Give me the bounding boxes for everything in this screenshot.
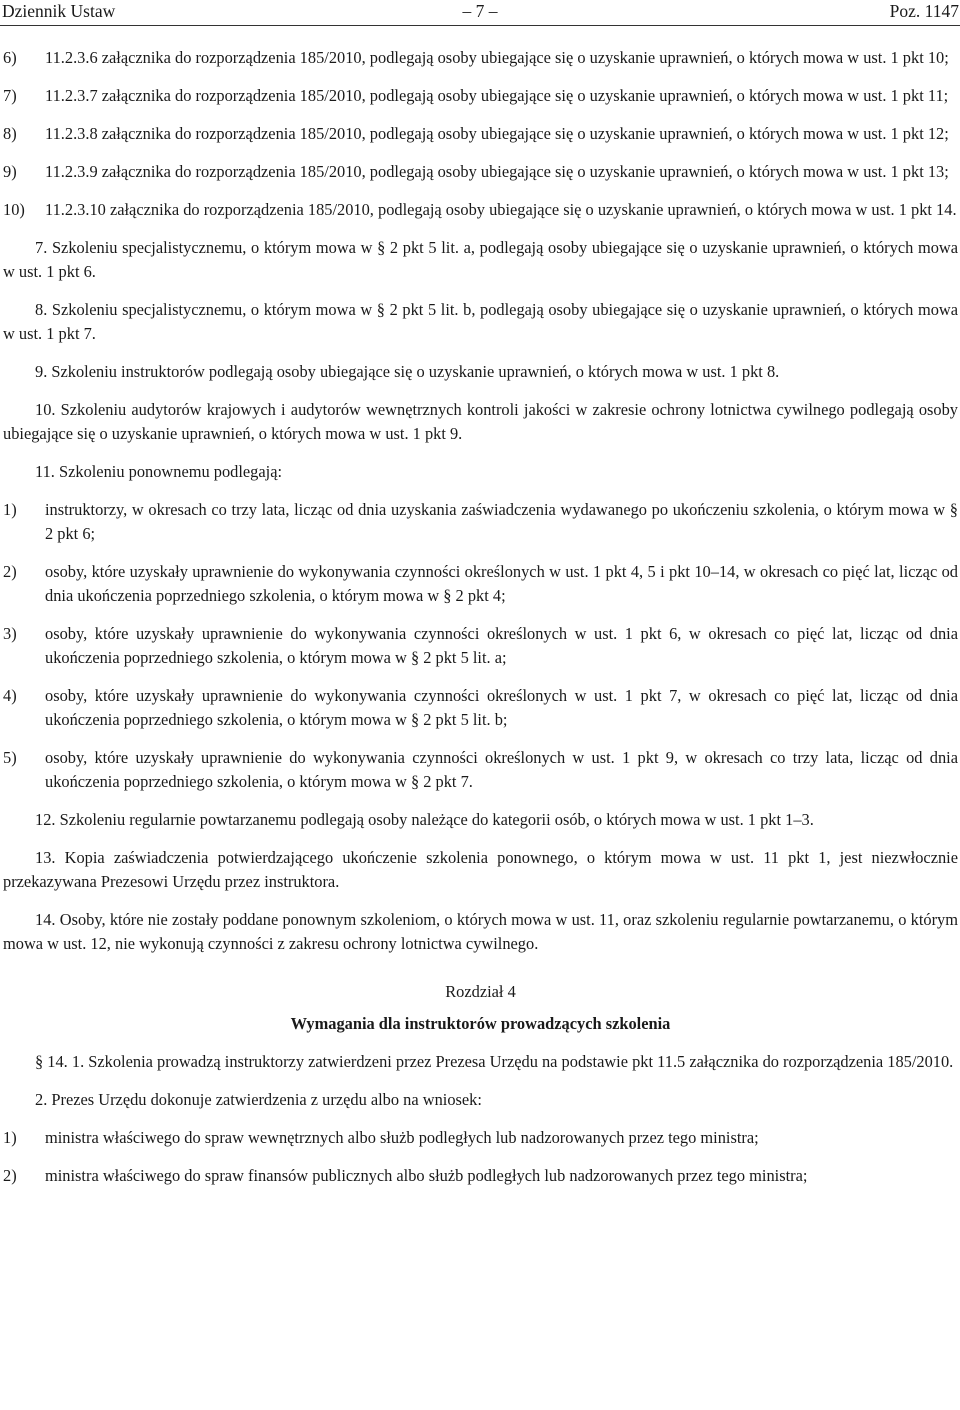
paragraph-7: 7. Szkoleniu specjalistycznemu, o którym mowa w § 2 pkt 5 lit. a, podlegają osoby ubiegające się o uzyskanie uprawnień, o których mowa w ust. 1 pkt 6. <box>3 238 958 281</box>
list-item <box>3 198 958 222</box>
list-text: ministra właściwego do spraw wewnętrznych albo służb podległych lub nadzorowanych przez tego ministra; <box>45 1128 759 1147</box>
list-number: 2) <box>3 562 17 581</box>
list-item <box>3 1164 958 1188</box>
list-number: 9) <box>3 162 17 181</box>
list-item <box>3 122 958 146</box>
position-number: Poz. 1147 <box>889 1 959 21</box>
header-divider <box>0 25 960 26</box>
list-text: instruktorzy, w okresach co trzy lata, licząc od dnia uzyskania zaświadczenia wydawanego po ukończeniu szkolenia, o którym mowa w § 2 pkt 6; <box>45 500 958 543</box>
paragraph-13: 13. Kopia zaświadczenia potwierdzającego ukończenie szkolenia ponownego, o którym mowa w ust. 11 pkt 1, jest niezwłocznie przekazywana Prezesowi Urzędu przez instruktora. <box>3 848 958 891</box>
list-number: 6) <box>3 48 17 67</box>
list-item <box>3 498 958 546</box>
list-item <box>3 622 958 670</box>
paragraph-10: 10. Szkoleniu audytorów krajowych i audytorów wewnętrznych kontroli jakości w zakresie ochrony lotnictwa cywilnego podlegają osoby ubiegające się o uzyskanie uprawnień, o których mowa w ust. 1 pkt 9. <box>3 400 958 443</box>
list-number: 8) <box>3 124 17 143</box>
list-text: osoby, które uzyskały uprawnienie do wykonywania czynności określonych w ust. 1 pkt 9, w okresach co trzy lata, licząc od dnia ukończenia poprzedniego szkolenia, o którym mowa w § 2 pkt 7. <box>45 748 958 791</box>
list-text: osoby, które uzyskały uprawnienie do wykonywania czynności określonych w ust. 1 pkt 6, w okresach co pięć lat, licząc od dnia ukończenia poprzedniego szkolenia, o którym mowa w § 2 pkt 5 lit. a; <box>45 624 958 667</box>
list-text: ministra właściwego do spraw finansów publicznych albo służb podległych lub nadzorowanych przez tego ministra; <box>45 1166 808 1185</box>
list-number: 1) <box>3 500 17 519</box>
chapter-heading: Rozdział 4 <box>445 982 516 1001</box>
list-number: 4) <box>3 686 17 705</box>
list-item <box>3 84 958 108</box>
list-item <box>3 46 958 70</box>
list-text: 11.2.3.7 załącznika do rozporządzenia 185/2010, podlegają osoby ubiegające się o uzyskanie uprawnień, o których mowa w ust. 1 pkt 11; <box>45 86 949 105</box>
list-text: osoby, które uzyskały uprawnienie do wykonywania czynności określonych w ust. 1 pkt 7, w okresach co pięć lat, licząc od dnia ukończenia poprzedniego szkolenia, o którym mowa w § 2 pkt 5 lit. b; <box>45 686 958 729</box>
document-body <box>3 46 958 1202</box>
page-number: – 7 – <box>462 1 498 21</box>
list-item <box>3 160 958 184</box>
list-text: 11.2.3.6 załącznika do rozporządzenia 185/2010, podlegają osoby ubiegające się o uzyskanie uprawnień, o których mowa w ust. 1 pkt 10; <box>45 48 949 67</box>
list-text: 11.2.3.10 załącznika do rozporządzenia 185/2010, podlegają osoby ubiegające się o uzyskanie uprawnień, o których mowa w ust. 1 pkt 14. <box>45 200 957 219</box>
list-item <box>3 746 958 794</box>
list-text: osoby, które uzyskały uprawnienie do wykonywania czynności określonych w ust. 1 pkt 4, 5 i pkt 10–14, w okresach co pięć lat, licząc od dnia ukończenia poprzedniego szkolenia, o którym mowa w § 2 pkt 4; <box>45 562 958 605</box>
list-number: 1) <box>3 1128 17 1147</box>
list-item <box>3 560 958 608</box>
list-item <box>3 1126 958 1150</box>
list-number: 3) <box>3 624 17 643</box>
list-item <box>3 684 958 732</box>
chapter-title: Wymagania dla instruktorów prowadzących szkolenia <box>290 1014 671 1033</box>
list-number: 2) <box>3 1166 17 1185</box>
paragraph-14: 14. Osoby, które nie zostały poddane ponownym szkoleniom, o których mowa w ust. 11, oraz szkoleniu regularnie powtarzanemu, o którym mowa w ust. 12, nie wykonują czynności z zakresu ochrony lotnictwa cywilnego. <box>3 910 958 953</box>
list-number: 5) <box>3 748 17 767</box>
page-header <box>0 0 960 22</box>
list-text: 11.2.3.9 załącznika do rozporządzenia 185/2010, podlegają osoby ubiegające się o uzyskanie uprawnień, o których mowa w ust. 1 pkt 13; <box>45 162 949 181</box>
list-text: 11.2.3.8 załącznika do rozporządzenia 185/2010, podlegają osoby ubiegające się o uzyskanie uprawnień, o których mowa w ust. 1 pkt 12; <box>45 124 949 143</box>
paragraph-12: 12. Szkoleniu regularnie powtarzanemu podlegają osoby należące do kategorii osób, o których mowa w ust. 1 pkt 1–3. <box>35 810 814 829</box>
list-number: 10) <box>3 200 25 219</box>
paragraph-8: 8. Szkoleniu specjalistycznemu, o którym mowa w § 2 pkt 5 lit. b, podlegają osoby ubiegające się o uzyskanie uprawnień, o których mowa w ust. 1 pkt 7. <box>3 300 958 343</box>
section-14-1: § 14. 1. Szkolenia prowadzą instruktorzy zatwierdzeni przez Prezesa Urzędu na podstawie pkt 11.5 załącznika do rozporządzenia 185/2010. <box>35 1052 954 1071</box>
journal-name: Dziennik Ustaw <box>2 1 116 21</box>
list-number: 7) <box>3 86 17 105</box>
paragraph-11: 11. Szkoleniu ponownemu podlegają: <box>35 462 283 481</box>
paragraph-9: 9. Szkoleniu instruktorów podlegają osoby ubiegające się o uzyskanie uprawnień, o których mowa w ust. 1 pkt 8. <box>35 362 780 381</box>
section-14-2: 2. Prezes Urzędu dokonuje zatwierdzenia z urzędu albo na wniosek: <box>35 1090 482 1109</box>
